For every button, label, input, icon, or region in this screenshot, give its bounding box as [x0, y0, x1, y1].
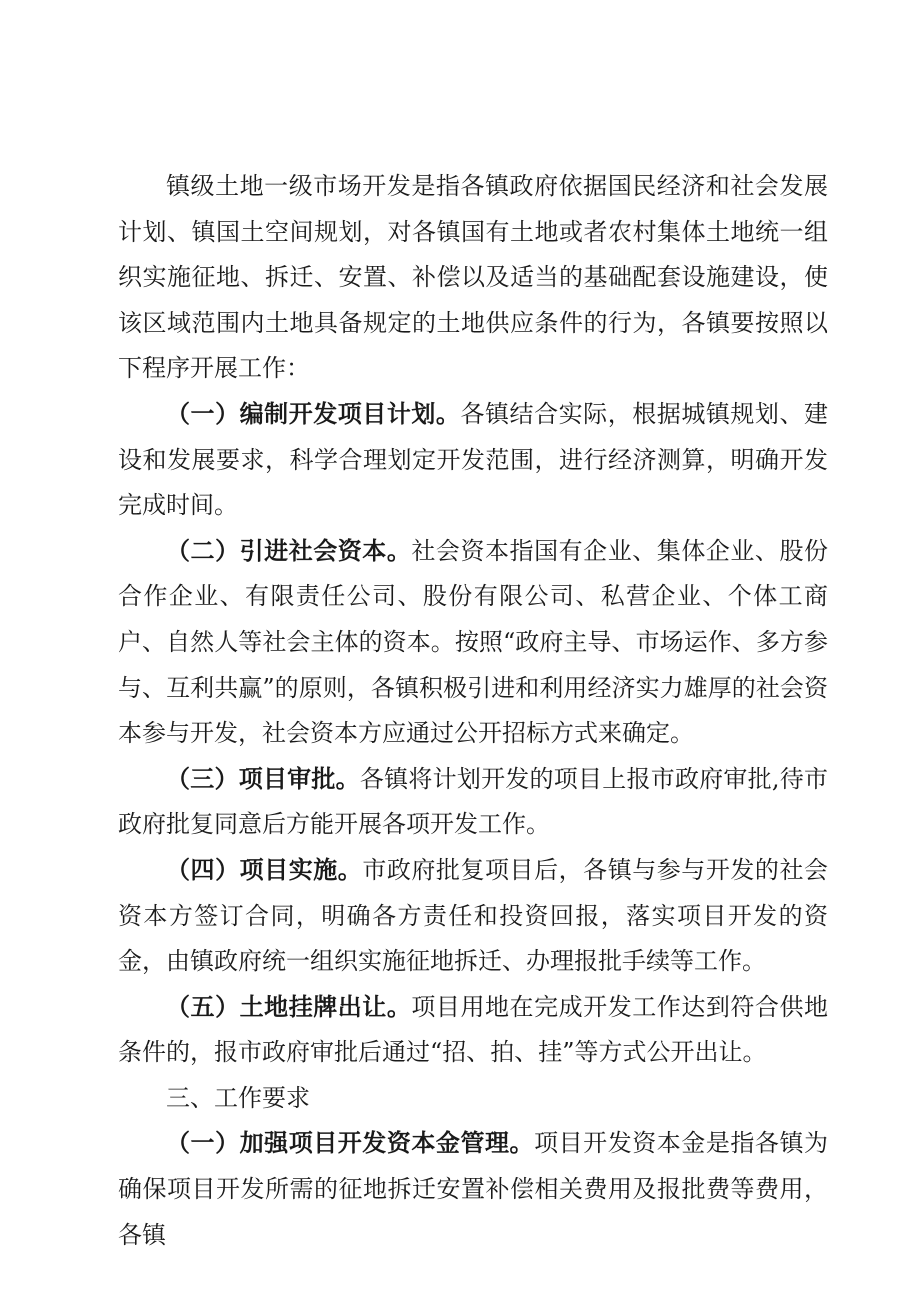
- step-heading-1: （一）编制开发项目计划。: [166, 399, 461, 428]
- step-text-3: 各镇将计划开发的项目上报市政府审批,待市政府批复同意后方能开展各项开发工作。: [118, 764, 828, 839]
- step-text-1: 各镇结合实际，根据城镇规划、建设和发展要求，科学合理划定开发范围，进行经济测算，明确开发完成时间。: [118, 399, 829, 520]
- step-paragraph-4: [118, 848, 828, 985]
- step-text-4: 市政府批复项目后，各镇与参与开发的社会资本方签订合同，明确各方责任和投资回报，落实项目开发的资金，由镇政府统一组织实施征地拆迁、办理报批手续等工作。: [118, 855, 829, 976]
- step-heading-4: （四）项目实施。: [166, 855, 363, 884]
- step-text-2: 社会资本指国有企业、集体企业、股份合作企业、有限责任公司、股份有限公司、私营企业、个体工商户、自然人等社会主体的资本。按照“政府主导、市场运作、多方参与、互利共赢”的原则，各镇积极引进和利用经济实力雄厚的社会资本参与开发，社会资本方应通过公开招标方式来确定。: [118, 536, 829, 748]
- step-text-5: 项目用地在完成开发工作达到符合供地条件的，报市政府审批后通过“招、拍、挂”等方式公开出让。: [118, 992, 829, 1067]
- requirement-text-1: 项目开发资本金是指各镇为确保项目开发所需的征地拆迁安置补偿相关费用及报批费等费用，各镇: [118, 1129, 829, 1249]
- section-heading: 三、工作要求: [166, 1083, 310, 1112]
- intro-text: 镇级土地一级市场开发是指各镇政府依据国民经济和社会发展计划、镇国土空间规划，对各镇国有土地或者农村集体土地统一组织实施征地、拆迁、安置、补偿以及适当的基础配套设施建设，使该区域范围内土地具备规定的土地供应条件的行为，各镇要按照以下程序开展工作：: [118, 172, 828, 383]
- document-page: [118, 164, 828, 1258]
- step-paragraph-3: [118, 757, 828, 848]
- step-heading-3: （三）项目审批。: [166, 764, 360, 793]
- step-heading-2: （二）引进社会资本。: [166, 536, 412, 565]
- step-heading-5: （五）土地挂牌出让。: [166, 992, 412, 1021]
- requirement-heading-1: （一）加强项目开发资本金管理。: [166, 1129, 535, 1158]
- step-paragraph-1: [118, 392, 828, 529]
- step-paragraph-5: [118, 985, 828, 1076]
- requirement-paragraph-1: [118, 1121, 828, 1258]
- intro-paragraph: [118, 164, 828, 392]
- step-paragraph-2: [118, 529, 828, 757]
